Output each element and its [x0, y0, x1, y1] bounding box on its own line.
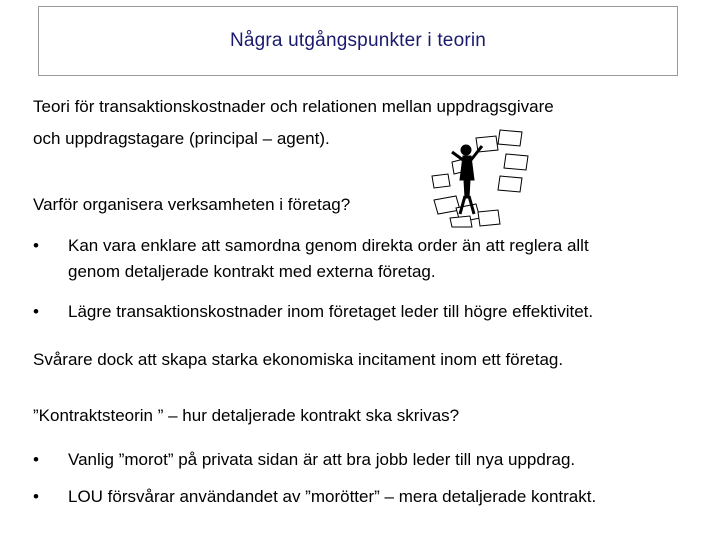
bullet-text: Lägre transaktionskostnader inom företaget leder till högre effektivitet. [68, 302, 594, 321]
slide-title: Några utgångspunkter i teorin [229, 30, 487, 51]
question-text: Varför organisera verksamheten i företag? [33, 195, 351, 214]
person-with-papers-icon [430, 128, 542, 228]
bullet-marker: • [33, 236, 39, 255]
bullet-text: Vanlig ”morot” på privata sidan är att bra jobb leder till nya uppdrag. [68, 450, 576, 469]
bullet-text-line-1: Kan vara enklare att samordna genom direkta order än att reglera allt [68, 236, 589, 255]
statement-text: Svårare dock att skapa starka ekonomiska incitament inom ett företag. [33, 350, 564, 369]
bullet-marker: • [33, 302, 39, 321]
title-box [38, 6, 678, 76]
bullet-marker: • [33, 487, 39, 506]
bullet-text-line-2: genom detaljerade kontrakt med externa företag. [68, 262, 436, 281]
bullet-text: LOU försvårar användandet av ”morötter” – mera detaljerade kontrakt. [68, 487, 597, 506]
intro-line-2: och uppdragstagare (principal – agent). [33, 129, 330, 148]
bullet-marker: • [33, 450, 39, 469]
intro-line-1: Teori för transaktionskostnader och relationen mellan uppdragsgivare [33, 97, 554, 116]
contract-heading: ”Kontraktsteorin ” – hur detaljerade kontrakt ska skrivas? [33, 406, 460, 425]
